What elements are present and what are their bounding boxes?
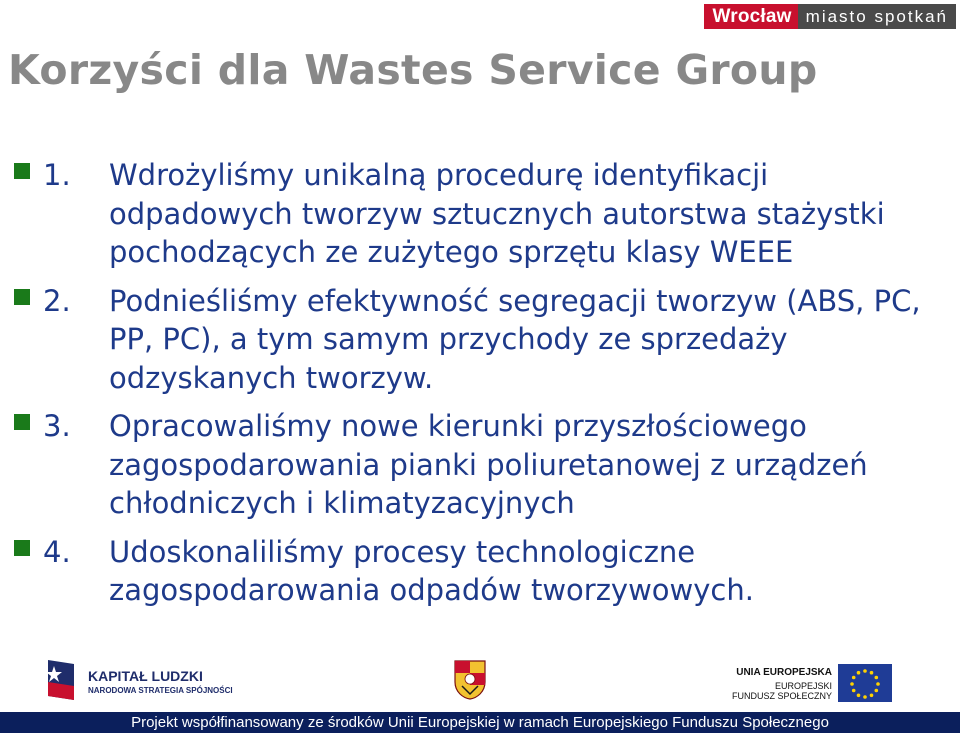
item-text: Opracowaliśmy nowe kierunki przyszłościowego zagospodarowania pianki poliuretanowej z urządzeń chłodniczych i klimatyzacyjnych	[109, 409, 868, 520]
footer-text: Projekt współfinansowany ze środków Unii Europejskiej w ramach Europejskiego Funduszu Społecznego	[131, 714, 829, 731]
item-number: 2.	[43, 283, 71, 318]
wroclaw-coat-of-arms-icon	[454, 660, 486, 700]
list-item	[14, 156, 944, 272]
item-number: 1.	[43, 158, 71, 192]
eu-flag-icon	[838, 664, 892, 702]
list-item	[14, 282, 944, 398]
kapital-ludzki-flag-icon	[44, 656, 78, 704]
item-number: 3.	[43, 409, 71, 443]
brand-city: Wrocław	[704, 4, 797, 29]
green-square-bullet-icon	[14, 163, 30, 179]
brand-slogan: miasto spotkań	[798, 4, 956, 29]
footer-bar	[0, 712, 960, 733]
item-text: Udoskonaliliśmy procesy technologiczne zagospodarowania odpadów tworzywowych.	[109, 534, 754, 607]
benefits-list	[14, 156, 944, 620]
eu-logo	[731, 664, 892, 704]
eu-line2: EUROPEJSKI	[774, 681, 832, 691]
green-square-bullet-icon	[14, 414, 30, 430]
item-text: Wdrożyliśmy unikalną procedurę identyfikacji odpadowych tworzyw sztucznych autorstwa stażystki pochodzących ze zużytego sprzętu klasy WEEE	[109, 158, 885, 269]
kapital-ludzki-logo	[44, 654, 233, 708]
eu-title: UNIA EUROPEJSKA	[736, 667, 832, 678]
kapital-ludzki-subtitle: NARODOWA STRATEGIA SPÓJNOŚCI	[88, 686, 233, 695]
green-square-bullet-icon	[14, 289, 30, 305]
eu-line3: FUNDUSZ SPOŁECZNY	[731, 691, 832, 701]
list-item	[14, 407, 944, 523]
green-square-bullet-icon	[14, 540, 30, 556]
item-text: Podnieśliśmy efektywność segregacji tworzyw (ABS, PC, PP, PC), a tym samym przychody ze sprzedaży odzyskanych tworzyw.	[109, 283, 921, 395]
slide-title: Korzyści dla Wastes Service Group	[8, 46, 818, 94]
list-item	[14, 533, 944, 610]
wroclaw-brand-logo	[704, 4, 956, 29]
item-number: 4.	[43, 534, 71, 569]
kapital-ludzki-title: KAPITAŁ LUDZKI	[88, 668, 203, 684]
